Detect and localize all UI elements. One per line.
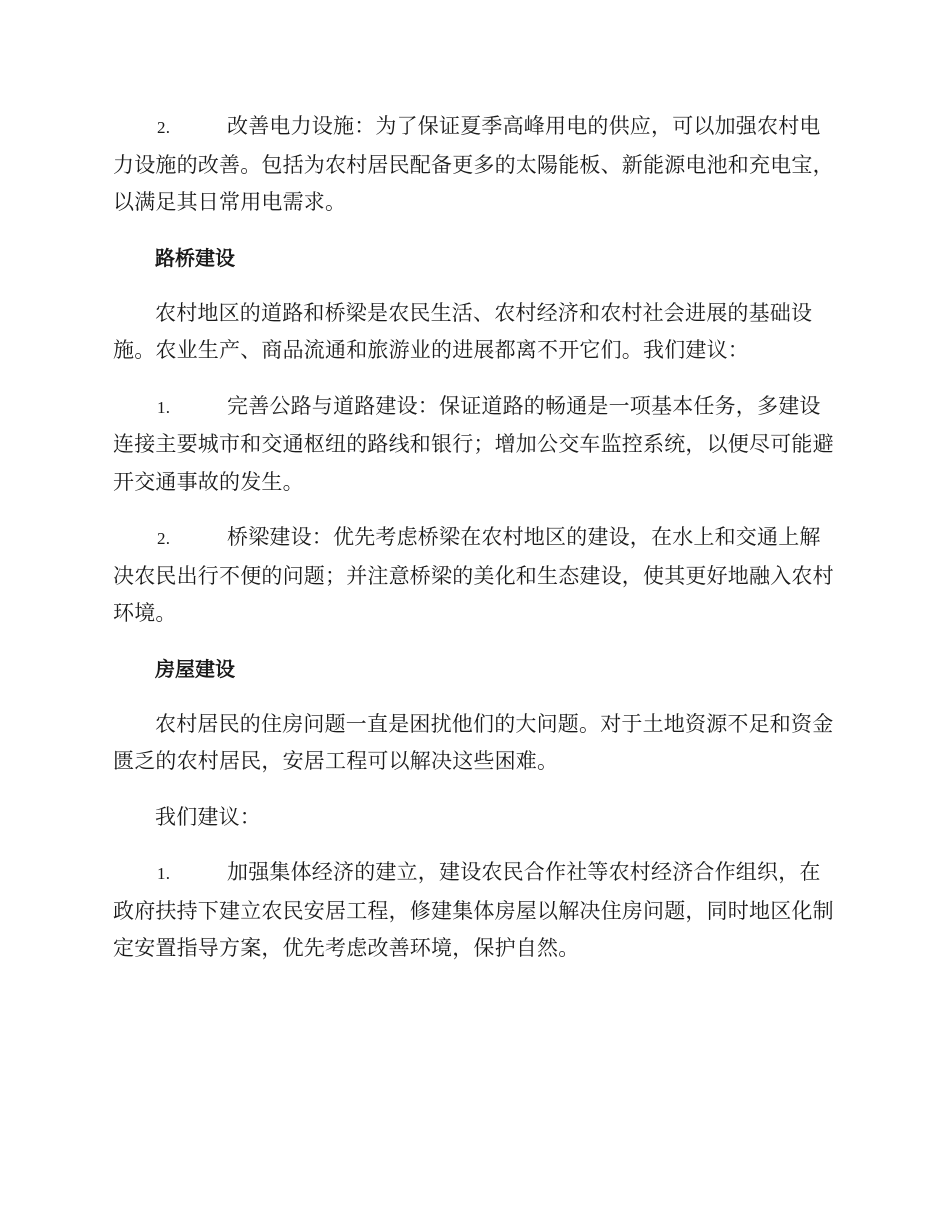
paragraph-suggestion-lead: 我们建议： [155,804,261,829]
section-heading-roads-bridges: 路桥建设 [155,245,235,270]
paragraph-roads-intro: 农村地区的道路和桥梁是农民生活、农村经济和农村社会进展的基础设施。农业生产、商品流通和旅游业的进展都离不开它们。我们建议： [113,300,813,362]
document-page [113,108,838,986]
list-number: 1. [157,397,171,417]
list-number: 2. [157,529,171,548]
list-number: 2. [157,118,171,137]
list-item-road-construction [113,388,838,502]
section-heading-housing: 房屋建设 [155,656,235,681]
paragraph-housing-intro: 农村居民的住房问题一直是困扰他们的大问题。对于土地资源不足和资金匮乏的农村居民，安居工程可以解决这些困难。 [113,711,834,773]
list-item-bridge-construction [113,519,838,633]
list-item-text: 改善电力设施：为了保证夏季高峰用电的供应，可以加强农村电力设施的改善。包括为农村居民配备更多的太陽能板、新能源电池和充电宝，以满足其日常用电需求。 [113,114,834,214]
list-item-text: 加强集体经济的建立，建设农民合作社等农村经济合作组织，在政府扶持下建立农民安居工程，修建集体房屋以解决住房问题，同时地区化制定安置指导方案，优先考虑改善环境，保护自然。 [113,860,834,960]
list-item-text: 完善公路与道路建设：保证道路的畅通是一项基本任务，多建设连接主要城市和交通枢纽的路线和银行；增加公交车监控系统，以便尽可能避开交通事故的发生。 [113,393,834,494]
list-item-improve-power [113,108,838,222]
list-number: 1. [157,864,171,883]
list-item-collective-economy [113,854,838,968]
list-item-text: 桥梁建设：优先考虑桥梁在农村地区的建设，在水上和交通上解决农民出行不便的问题；并注意桥梁的美化和生态建设，使其更好地融入农村环境。 [113,525,834,625]
